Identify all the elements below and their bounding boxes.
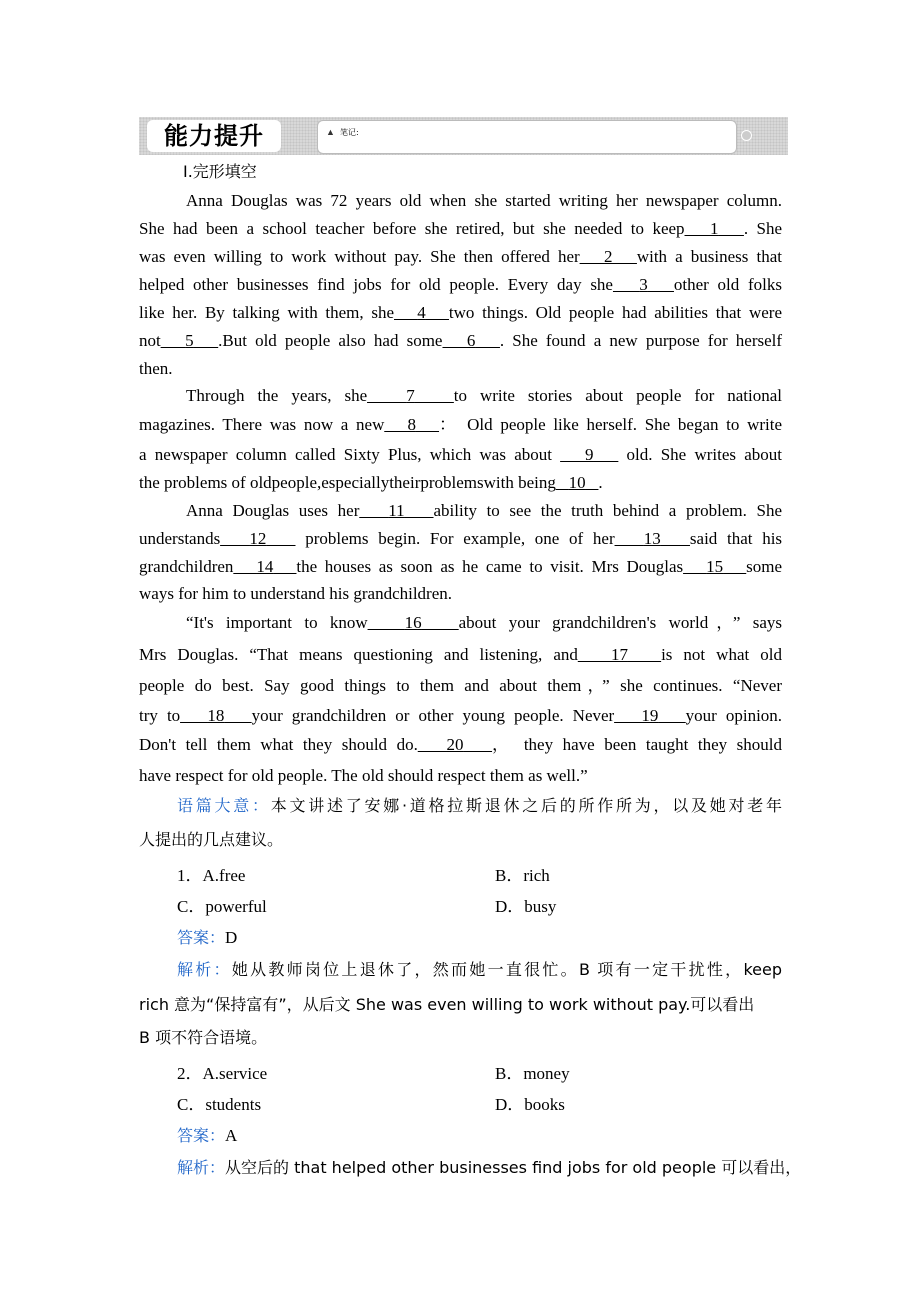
blank-10: 10 [568,473,586,492]
passage-line [186,612,782,634]
passage-text: is not what old [661,645,782,664]
passage-text: helped other businesses find jobs for old people. Every day she [139,275,613,294]
blank-7: 7 [406,386,415,405]
blank-5: 5 [185,331,194,350]
blank-8: 8 [407,415,416,434]
passage-line [139,556,782,578]
passage-text: your grandchildren or other young people. Never [251,706,615,725]
notes-label: 笔记: [340,128,359,137]
summary-line-2: 人提出的几点建议。 [139,830,284,849]
analysis-line-2: rich 意为“保持富有”，从后文 She was even willing to work without pay.可以看出 [139,995,755,1014]
section-banner [139,117,788,155]
passage-text: “It's important to know [186,613,368,632]
passage-line [139,444,782,466]
option-a[interactable]: 1．A.free [177,866,246,885]
summary-line-1 [177,795,782,817]
analysis-label: 解析： [177,960,232,979]
passage-text: .But old people also had some [218,331,443,350]
answer [177,1125,820,1147]
notes-icon: ▲ [326,127,335,137]
passage-text: the problems of oldpeople,especiallytheirproblemswith being [139,473,556,492]
option-b[interactable]: B．rich [495,866,550,885]
option-a[interactable]: 2．A.service [177,1064,268,1083]
blank-15: 15 [706,557,724,576]
passage-text: said that his [689,529,783,548]
analysis-line-1 [177,959,782,981]
passage-text: ： Old people like herself. She began to write [439,415,783,434]
passage-text: old. She writes about [618,445,783,464]
analysis-label: 解析： [177,1158,226,1177]
passage-text: people do best. Say good things to them and about them，” she continues. “Never [139,676,782,695]
answer-value: A [225,1126,238,1145]
passage-line [139,358,782,380]
option-d[interactable]: D．books [495,1095,565,1114]
analysis-text: 她从教师岗位上退休了，然而她一直很忙。B 项有一定干扰性，keep [231,960,782,979]
passage-text: She had been a school teacher before she retired, but she needed to keep [139,219,685,238]
passage-text: Anna Douglas uses her [186,501,360,520]
passage-line [139,414,782,436]
passage-text: Don't tell them what they should do. [139,735,418,754]
passage-line [139,734,782,756]
passage-text: . She found a new purpose for herself [499,331,783,350]
answer-label: 答案： [177,928,226,947]
passage-text: with a business that [636,247,782,266]
passage-text: Anna Douglas was 72 years old when she started writing her newspaper column. [186,191,782,210]
passage-line [139,675,782,697]
passage-text: . She [743,219,783,238]
summary-text: 本文讲述了安娜·道格拉斯退休之后的所作所为，以及她对老年 [270,796,782,815]
passage-text: some [746,557,783,576]
passage-text: grandchildren [139,557,234,576]
summary-label: 语篇大意： [177,796,271,815]
passage-line [139,583,782,605]
passage-text: other old folks [673,275,783,294]
passage-text: like her. By talking with them, she [139,303,395,322]
blank-11: 11 [388,501,405,520]
passage-line [139,472,782,494]
blank-4: 4 [417,303,426,322]
passage-text: was even willing to work without pay. She then offered her [139,247,580,266]
passage-text: Mrs Douglas. “That means questioning and listening, and [139,645,578,664]
passage-line [139,765,782,787]
blank-17: 17 [610,645,628,664]
analysis-line-1 [177,1157,802,1179]
passage-text: ways for him to understand his grandchildren. [139,584,453,603]
blank-6: 6 [466,331,476,350]
passage-text: problems begin. For example, one of her [295,529,615,548]
passage-text: then. [139,359,173,378]
blank-14: 14 [256,557,274,576]
notes-box [317,120,737,154]
option-c[interactable]: C．students [177,1095,262,1114]
blank-12: 12 [249,529,267,548]
passage-text: ， they have been taught they should [492,735,783,754]
option-b[interactable]: B．money [495,1064,570,1083]
passage-line [139,218,782,240]
blank-20: 20 [446,735,464,754]
passage-line [139,528,782,550]
passage-line [139,302,782,324]
passage-text: Through the years, she [186,386,368,405]
passage-text: your opinion. [685,706,783,725]
passage-line [186,385,782,407]
passage-line [139,274,782,296]
passage-text: magazines. There was now a new [139,415,385,434]
blank-2: 2 [604,247,613,266]
passage-line [139,705,782,727]
blank-16: 16 [404,613,422,632]
blank-3: 3 [639,275,648,294]
passage-text: about your grandchildren's world，” says [458,613,783,632]
passage-text: . [598,473,603,492]
pin-icon [741,130,752,141]
passage-line [186,190,782,212]
blank-13: 13 [643,529,661,548]
passage-line [139,644,782,666]
analysis-line-3: B 项不符合语境。 [139,1028,268,1047]
passage-text: not [139,331,161,350]
answer-value: D [225,928,238,947]
passage-text: two things. Old people had abilities that were [448,303,783,322]
passage-text: have respect for old people. The old should respect them as well.” [139,766,588,785]
passage-text: the houses as soon as he came to visit. Mrs Douglas [296,557,684,576]
blank-18: 18 [207,706,225,725]
passage-text: try to [139,706,181,725]
answer-label: 答案： [177,1126,226,1145]
blank-1: 1 [709,219,719,238]
answer [177,927,820,949]
section-title: Ⅰ.完形填空 [183,162,257,181]
analysis-text: 从空后的 that helped other businesses find jobs for old people 可以看出， [225,1158,802,1177]
blank-19: 19 [641,706,659,725]
option-d[interactable]: D．busy [495,897,557,916]
passage-text: ability to see the truth behind a problem. She [433,501,783,520]
passage-line [186,500,782,522]
passage-text: understands [139,529,221,548]
blank-9: 9 [584,445,594,464]
passage-line [139,330,782,352]
passage-text: a newspaper column called Sixty Plus, which was about [139,445,561,464]
option-c[interactable]: C．powerful [177,897,267,916]
passage-text: to write stories about people for national [453,386,783,405]
banner-title: 能力提升 [147,120,281,152]
passage-line [139,246,782,268]
